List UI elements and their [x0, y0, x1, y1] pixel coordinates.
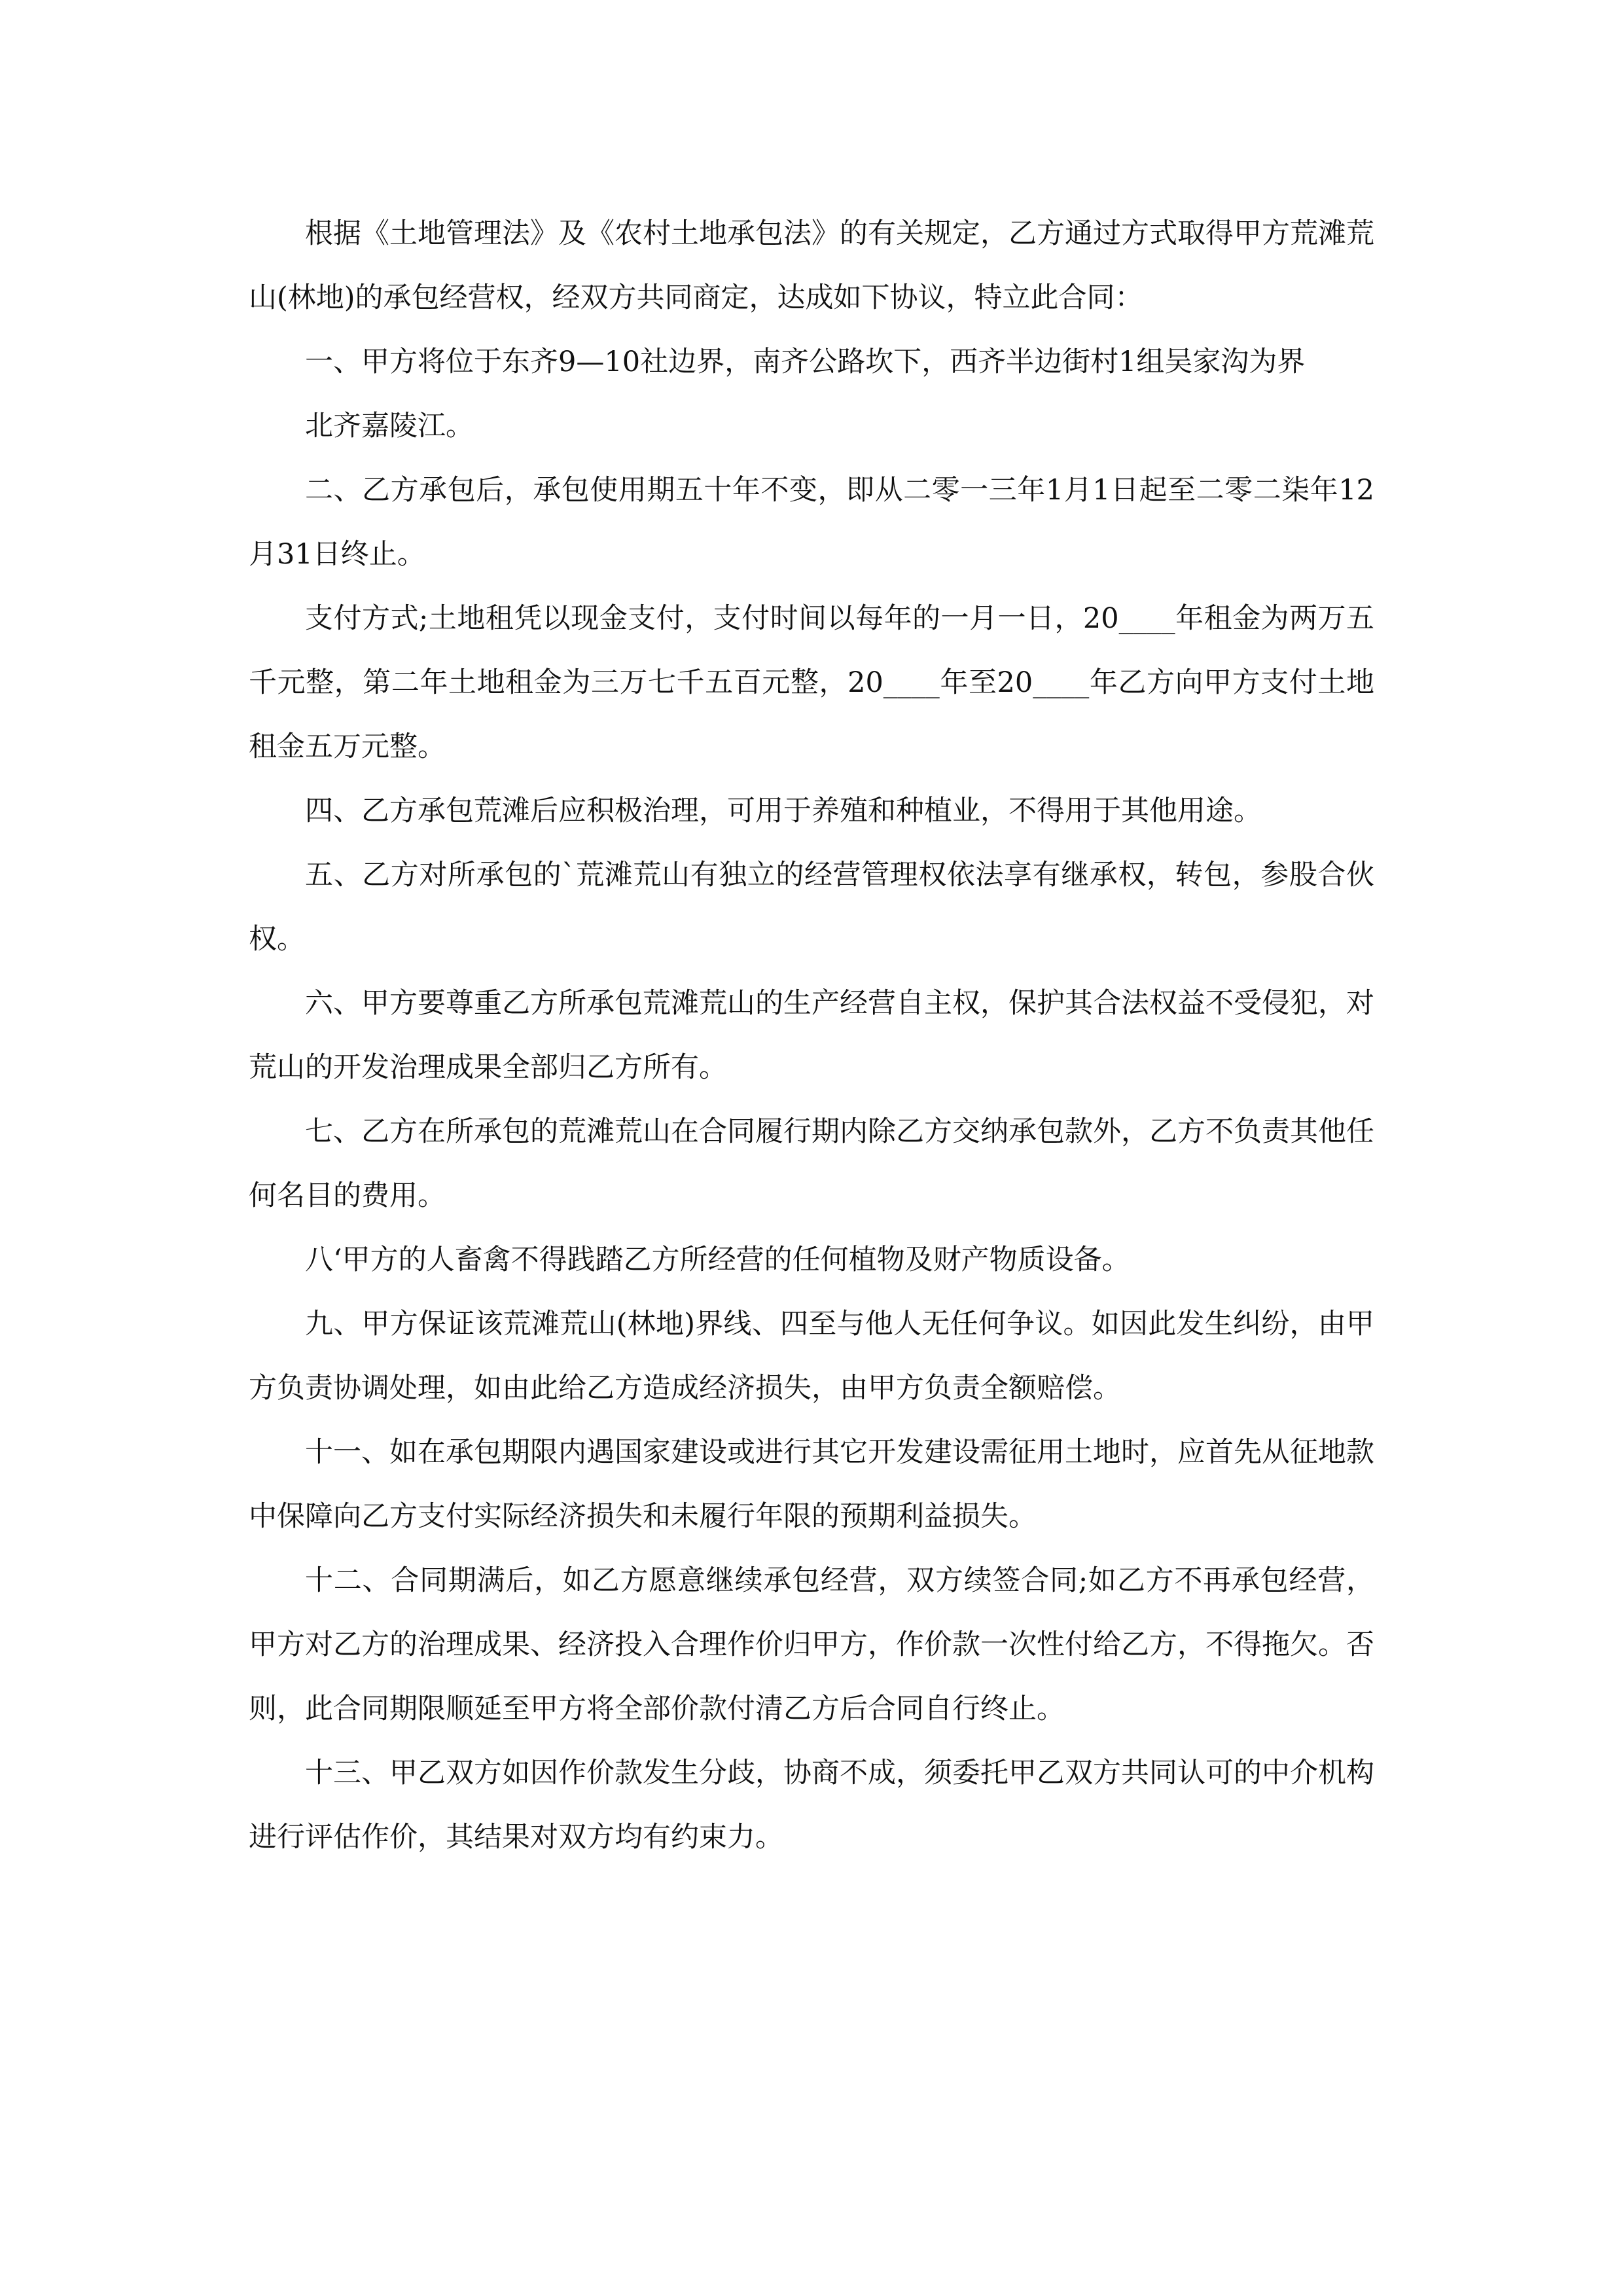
paragraph-clause-11: 十一、如在承包期限内遇国家建设或进行其它开发建设需征用土地时，应首先从征地款中保障向乙方支付实际经济损失和未履行年限的预期利益损失。	[249, 1436, 1374, 1533]
paragraph-clause-1: 一、甲方将位于东齐9—10社边界，南齐公路坎下，西齐半边街村1组吴家沟为界	[305, 346, 1306, 378]
paragraph-clause-2: 二、乙方承包后，承包使用期五十年不变，即从二零一三年1月1日起至二零二柒年12月31日终止。	[249, 474, 1374, 571]
paragraph-clause-1-continued: 北齐嘉陵江。	[305, 410, 474, 442]
paragraph-clause-8: 八‘甲方的人畜禽不得践踏乙方所经营的任何植物及财产物质设备。	[305, 1244, 1130, 1276]
paragraph-clause-7: 七、乙方在所承包的荒滩荒山在合同履行期内除乙方交纳承包款外，乙方不负责其他任何名目的费用。	[249, 1115, 1374, 1212]
contract-body	[249, 202, 1374, 1869]
paragraph-clause-12: 十二、合同期满后，如乙方愿意继续承包经营，双方续签合同;如乙方不再承包经营，甲方对乙方的治理成果、经济投入合理作价归甲方，作价款一次性付给乙方，不得拖欠。否则，此合同期限顺延至甲方将全部价款付清乙方后合同自行终止。	[249, 1564, 1374, 1725]
paragraph-clause-6: 六、甲方要尊重乙方所承包荒滩荒山的生产经营自主权，保护其合法权益不受侵犯，对荒山的开发治理成果全部归乙方所有。	[249, 987, 1374, 1084]
paragraph-clause-13: 十三、甲乙双方如因作价款发生分歧，协商不成，须委托甲乙双方共同认可的中介机构进行评估作价，其结果对双方均有约束力。	[249, 1757, 1374, 1854]
paragraph-clause-9: 九、甲方保证该荒滩荒山(林地)界线、四至与他人无任何争议。如因此发生纠纷，由甲方负责协调处理，如由此给乙方造成经济损失，由甲方负责全额赔偿。	[249, 1308, 1374, 1405]
paragraph-payment-method: 支付方式;土地租凭以现金支付，支付时间以每年的一月一日，20____年租金为两万五千元整，第二年土地租金为三万七千五百元整，20____年至20____年乙方向甲方支付土地租金五万元整。	[249, 602, 1374, 763]
paragraph-clause-5: 五、乙方对所承包的`荒滩荒山有独立的经营管理权依法享有继承权，转包，参股合伙权。	[249, 859, 1374, 956]
paragraph-clause-4: 四、乙方承包荒滩后应积极治理，可用于养殖和种植业，不得用于其他用途。	[305, 795, 1262, 827]
paragraph-preamble: 根据《土地管理法》及《农村土地承包法》的有关规定，乙方通过方式取得甲方荒滩荒山(林地)的承包经营权，经双方共同商定，达成如下协议，特立此合同：	[249, 217, 1374, 314]
